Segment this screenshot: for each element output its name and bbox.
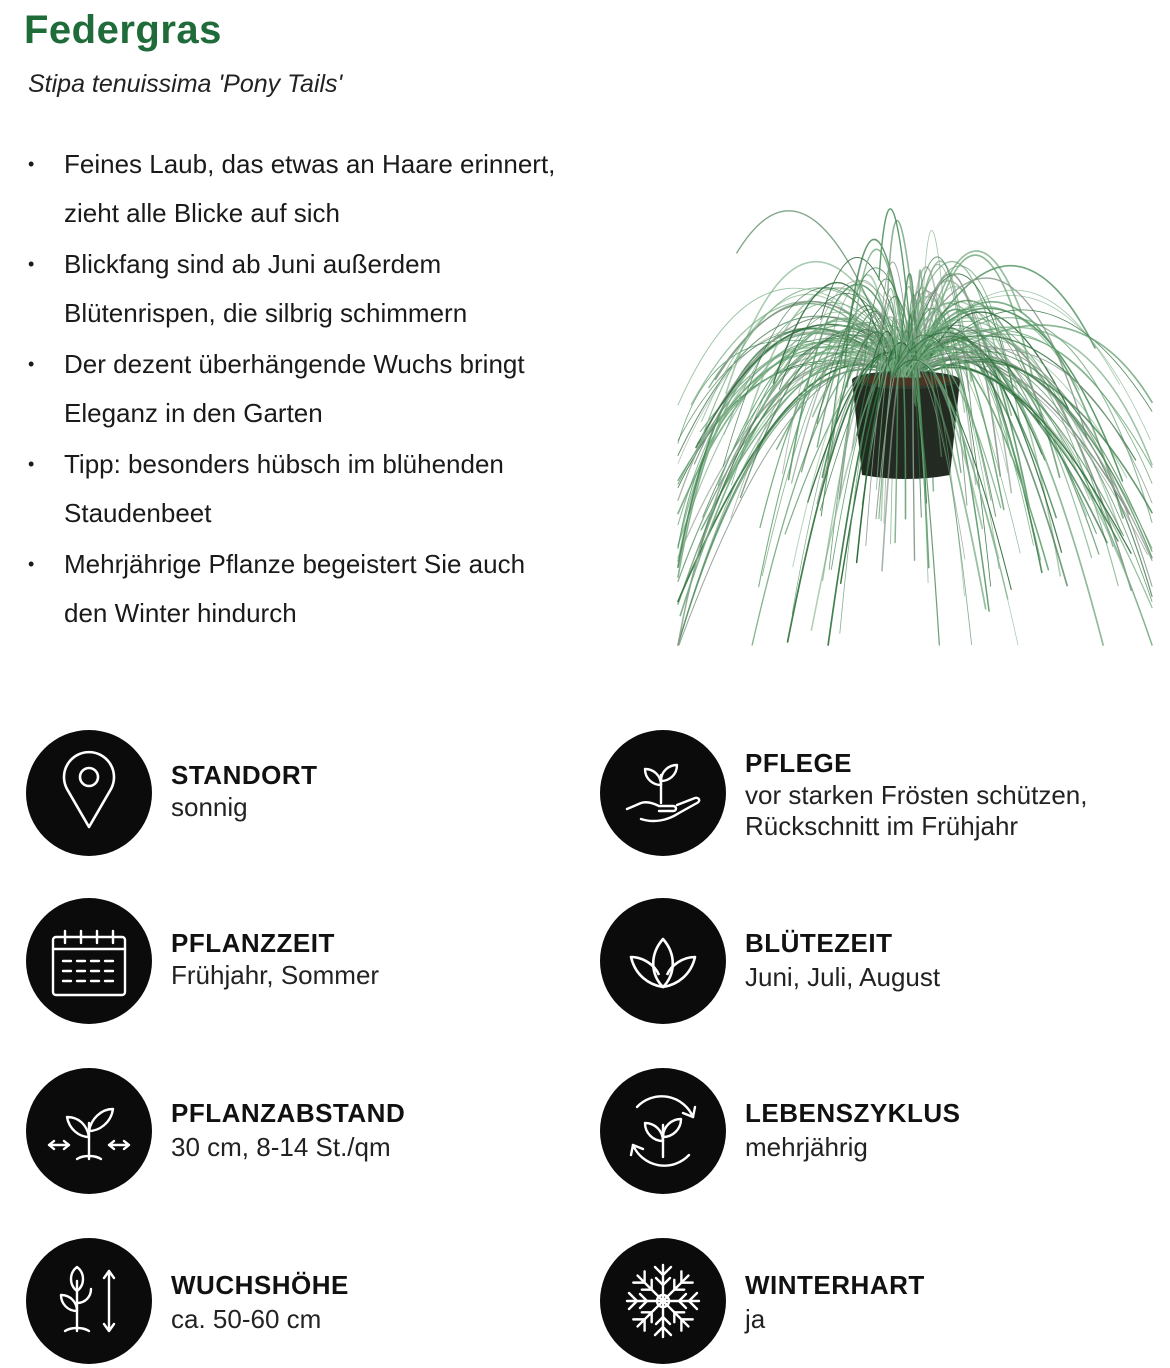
feature-label: WUCHSHÖHE [171, 1270, 349, 1300]
plant-image [670, 95, 1160, 655]
bullet-text-line: Staudenbeet [64, 498, 212, 528]
bullet-dot: • [28, 254, 35, 274]
feather-grass-in-pot-illustration [670, 95, 1160, 655]
feature-pflege [600, 730, 1160, 860]
feature-label: STANDORT [171, 760, 318, 790]
bullet-text-line: den Winter hindurch [64, 598, 297, 628]
feature-label: BLÜTEZEIT [745, 928, 893, 958]
feature-label: LEBENSZYKLUS [745, 1098, 961, 1128]
bullet-dot: • [28, 554, 35, 574]
feature-label: WINTERHART [745, 1270, 925, 1300]
bullet-text-line: Feines Laub, das etwas an Haare erinnert, [64, 149, 556, 179]
bullet-item [24, 240, 624, 338]
feature-bullet-list [24, 140, 624, 640]
feature-value: sonnig [171, 792, 248, 822]
feature-value: 30 cm, 8-14 St./qm [171, 1132, 391, 1162]
calendar-icon [26, 898, 152, 1024]
feature-lebenszyklus [600, 1068, 1160, 1198]
bullet-dot: • [28, 354, 35, 374]
bullet-text-line: Eleganz in den Garten [64, 398, 323, 428]
lotus-flower-icon [600, 898, 726, 1024]
feature-standort [26, 730, 586, 860]
sprout-cycle-icon [600, 1068, 726, 1194]
feature-pflanzabstand [26, 1068, 586, 1198]
bullet-item [24, 540, 624, 638]
bullet-text-line: Mehrjährige Pflanze begeistert Sie auch [64, 549, 526, 579]
page-title: Federgras [24, 8, 222, 52]
bullet-text-line: Tipp: besonders hübsch im blühenden [64, 449, 504, 479]
bullet-item [24, 340, 624, 438]
feature-bluetezeit [600, 898, 1160, 1028]
feature-label: PFLANZZEIT [171, 928, 335, 958]
feature-value: ca. 50-60 cm [171, 1304, 322, 1334]
feature-wuchshoehe [26, 1238, 586, 1368]
bullet-text-line: Blütenrispen, die silbrig schimmern [64, 298, 468, 328]
bullet-item [24, 140, 624, 238]
location-pin-icon [26, 730, 152, 856]
feature-value: vor starken Frösten schützen, Rückschnitt im Frühjahr [745, 780, 1088, 841]
plant-height-icon [26, 1238, 152, 1364]
feature-value: Frühjahr, Sommer [171, 960, 380, 990]
bullet-text-line: Der dezent überhängende Wuchs bringt [64, 349, 525, 379]
feature-label: PFLEGE [745, 748, 853, 778]
feature-winterhart [600, 1238, 1160, 1368]
feature-value: ja [745, 1304, 766, 1334]
bullet-text-line: zieht alle Blicke auf sich [64, 198, 341, 228]
feature-pflanzzeit [26, 898, 586, 1028]
feature-label: PFLANZABSTAND [171, 1098, 406, 1128]
feature-value: mehrjährig [745, 1132, 868, 1162]
hand-with-sprout-icon [600, 730, 726, 856]
plant-spacing-icon [26, 1068, 152, 1194]
bullet-item [24, 440, 624, 538]
botanical-name: Stipa tenuissima 'Pony Tails' [28, 70, 343, 98]
bullet-dot: • [28, 454, 35, 474]
feature-value: Juni, Juli, August [745, 962, 941, 992]
snowflake-icon [600, 1238, 726, 1364]
bullet-dot: • [28, 154, 35, 174]
bullet-text-line: Blickfang sind ab Juni außerdem [64, 249, 442, 279]
